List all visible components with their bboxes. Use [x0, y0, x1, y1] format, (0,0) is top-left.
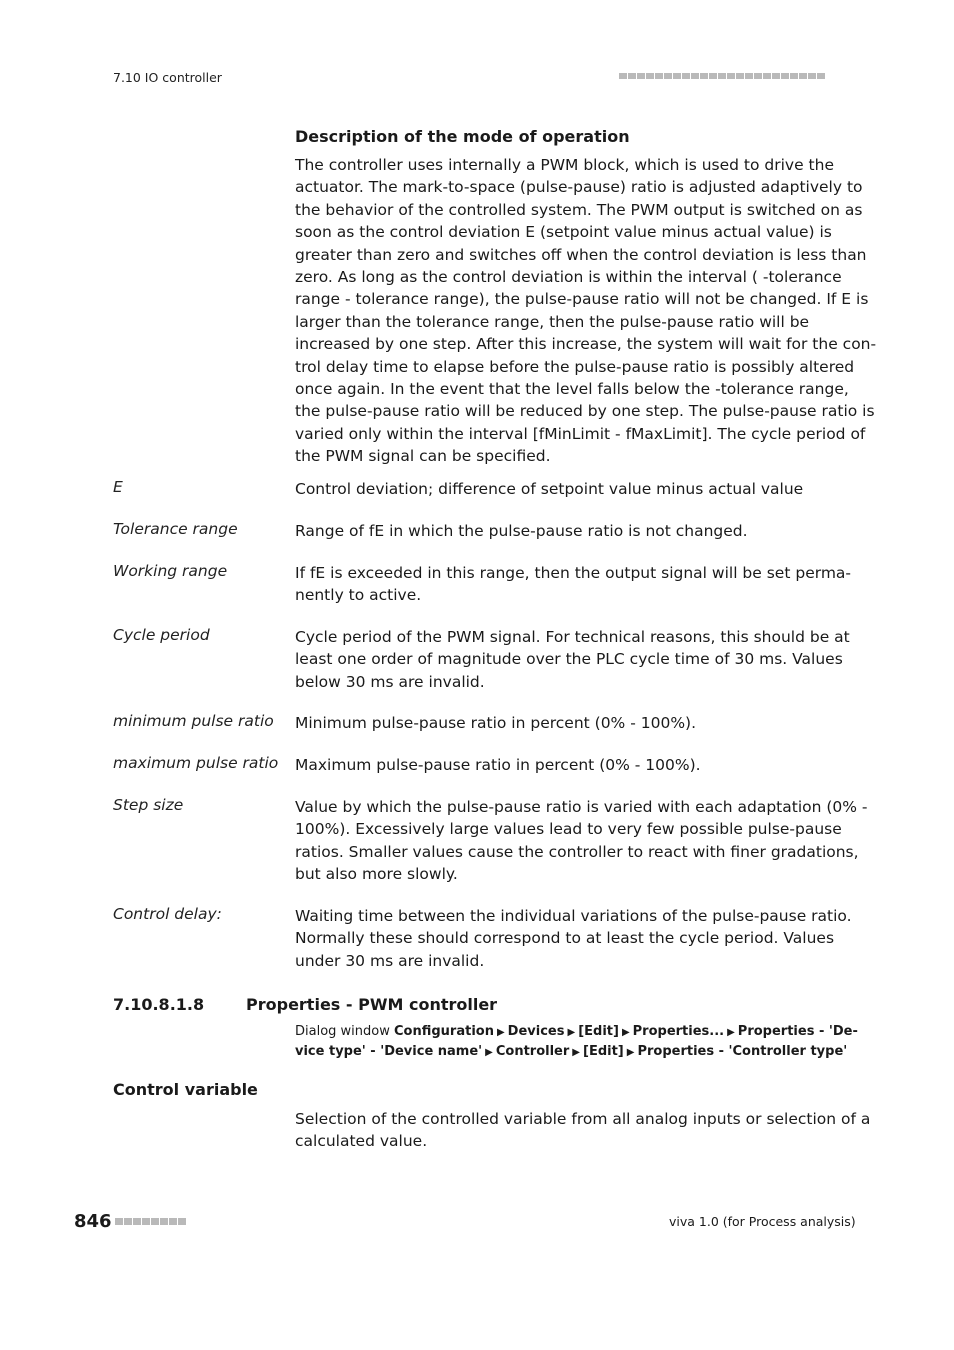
- description-title: Description of the mode of operation: [295, 127, 630, 146]
- definition-text: [295, 796, 868, 886]
- description-line: the PWM signal can be specified.: [295, 447, 551, 466]
- decor-block: [133, 1218, 141, 1225]
- decor-block: [718, 73, 726, 79]
- decor-block: [124, 1218, 132, 1225]
- definition-line: Normally these should correspond to at least the cycle period. Values: [295, 929, 835, 948]
- path-item[interactable]: Properties - 'De-: [737, 1024, 858, 1039]
- path-item[interactable]: Devices: [507, 1024, 565, 1039]
- definition-term: Working range: [113, 562, 228, 580]
- definition-term: Cycle period: [113, 626, 210, 644]
- decor-block: [160, 1218, 168, 1225]
- decor-block: [799, 73, 807, 79]
- definition-term: Tolerance range: [113, 520, 238, 538]
- definition-text: [295, 478, 835, 500]
- definition-line: nently to active.: [295, 586, 422, 605]
- path-item[interactable]: vice type' - 'Device name': [295, 1044, 483, 1059]
- footer-decoration: [115, 1218, 186, 1225]
- path-item[interactable]: Controller: [495, 1044, 570, 1059]
- decor-block: [781, 73, 789, 79]
- path-item[interactable]: Properties...: [632, 1024, 725, 1039]
- definition-line: Control deviation; difference of setpoint value minus actual value: [295, 480, 804, 498]
- product-name: viva 1.0 (for Process analysis): [669, 1214, 856, 1229]
- decor-block: [673, 73, 681, 79]
- description-line: the behavior of the controlled system. The PWM output is switched on as: [295, 200, 863, 219]
- decor-block: [178, 1218, 186, 1225]
- definition-term: minimum pulse ratio: [113, 712, 274, 730]
- decor-block: [637, 73, 645, 79]
- path-item[interactable]: Configuration: [394, 1024, 494, 1039]
- path-prefix: Dialog window: [295, 1024, 390, 1039]
- decor-block: [727, 73, 735, 79]
- definition-text: [295, 905, 852, 972]
- decor-block: [169, 1218, 177, 1225]
- decor-block: [151, 1218, 159, 1225]
- definition-line: Cycle period of the PWM signal. For technical reasons, this should be at: [295, 628, 850, 646]
- path-arrow-icon: ▶: [572, 1047, 580, 1058]
- definition-term: Step size: [113, 796, 184, 814]
- description-line: greater than zero and switches off when the control deviation is less than: [295, 245, 867, 264]
- decor-block: [619, 73, 627, 79]
- definition-line: Range of fE in which the pulse-pause ratio is not changed.: [295, 522, 748, 540]
- control-variable-title: Control variable: [113, 1080, 258, 1099]
- decor-block: [790, 73, 798, 79]
- control-variable-description: [295, 1108, 871, 1153]
- decor-block: [691, 73, 699, 79]
- definition-line: but also more slowly.: [295, 865, 458, 884]
- definition-text: [295, 754, 835, 776]
- description-line: zero. As long as the control deviation is within the interval ( -tolerance: [295, 268, 842, 287]
- description-line: increased by one step. After this increase, the system will wait for the con-: [295, 335, 877, 354]
- description-line: trol delay time to elapse before the pulse-pause ratio is possibly altered: [295, 357, 855, 376]
- definition-line: below 30 ms are invalid.: [295, 672, 485, 691]
- description-line: once again. In the event that the level falls below the -tolerance range,: [295, 380, 849, 399]
- section-title: Properties - PWM controller: [246, 995, 498, 1014]
- path-item[interactable]: Properties - 'Controller type': [637, 1044, 848, 1059]
- definition-term: Control delay:: [113, 905, 222, 923]
- decor-block: [142, 1218, 150, 1225]
- path-line-2: [295, 1042, 858, 1062]
- running-header: 7.10 IO controller: [113, 70, 222, 85]
- path-arrow-icon: ▶: [485, 1047, 493, 1058]
- decor-block: [664, 73, 672, 79]
- decor-block: [772, 73, 780, 79]
- path-item[interactable]: [Edit]: [583, 1044, 624, 1059]
- path-arrow-icon: ▶: [621, 1027, 630, 1038]
- decor-block: [115, 1218, 123, 1225]
- definition-text: [295, 712, 835, 734]
- description-line: varied only within the interval [fMinLimit - fMaxLimit]. The cycle period of: [295, 424, 866, 443]
- definition-line: least one order of magnitude over the PLC cycle time of 30 ms. Values: [295, 650, 843, 669]
- definition-line: Value by which the pulse-pause ratio is varied with each adaptation (0% -: [295, 798, 868, 816]
- path-arrow-icon: ▶: [567, 1027, 576, 1038]
- definition-term: maximum pulse ratio: [113, 754, 279, 772]
- path-arrow-icon: ▶: [626, 1047, 635, 1058]
- description-line: larger than the tolerance range, then the pulse-pause ratio will be: [295, 312, 810, 331]
- decor-block: [763, 73, 771, 79]
- definition-line: 100%). Excessively large values lead to very few possible pulse-pause: [295, 820, 842, 839]
- decor-block: [754, 73, 762, 79]
- definition-line: Waiting time between the individual variations of the pulse-pause ratio.: [295, 907, 852, 925]
- decor-block: [709, 73, 717, 79]
- decor-block: [817, 73, 825, 79]
- decor-block: [736, 73, 744, 79]
- definition-text: [295, 626, 850, 693]
- control-variable-line: Selection of the controlled variable from all analog inputs or selection of a: [295, 1110, 871, 1128]
- description-line: range - tolerance range), the pulse-pause ratio will not be changed. If E is: [295, 290, 869, 309]
- decor-block: [646, 73, 654, 79]
- description-line: the pulse-pause ratio will be reduced by one step. The pulse-pause ratio is: [295, 402, 875, 421]
- path-arrow-icon: ▶: [496, 1027, 505, 1038]
- definition-term: E: [113, 478, 123, 496]
- description-line: soon as the control deviation E (setpoint value minus actual value) is: [295, 223, 832, 242]
- decor-block: [700, 73, 708, 79]
- definition-line: If fE is exceeded in this range, then the output signal will be set perma-: [295, 564, 852, 582]
- section-number: 7.10.8.1.8: [113, 995, 205, 1014]
- description-line: actuator. The mark-to-space (pulse-pause) ratio is adjusted adaptively to: [295, 178, 863, 197]
- description-line: The controller uses internally a PWM block, which is used to drive the: [295, 156, 834, 174]
- path-arrow-icon: ▶: [727, 1027, 735, 1038]
- page-number: 846: [74, 1211, 112, 1232]
- definition-line: ratios. Smaller values cause the controller to react with finer gradations,: [295, 842, 859, 861]
- decor-block: [682, 73, 690, 79]
- decor-block: [628, 73, 636, 79]
- definition-text: [295, 520, 835, 542]
- description-paragraph: [295, 154, 877, 468]
- control-variable-line: calculated value.: [295, 1132, 428, 1151]
- definition-line: Maximum pulse-pause ratio in percent (0% - 100%).: [295, 756, 701, 774]
- definition-text: [295, 562, 852, 607]
- path-line-1: [295, 1022, 858, 1042]
- definition-line: under 30 ms are invalid.: [295, 951, 485, 970]
- decor-block: [745, 73, 753, 79]
- header-decoration: [619, 73, 829, 79]
- definition-line: Minimum pulse-pause ratio in percent (0% - 100%).: [295, 714, 697, 732]
- navigation-path: [295, 1022, 858, 1062]
- decor-block: [808, 73, 816, 79]
- decor-block: [655, 73, 663, 79]
- path-item[interactable]: [Edit]: [578, 1024, 619, 1039]
